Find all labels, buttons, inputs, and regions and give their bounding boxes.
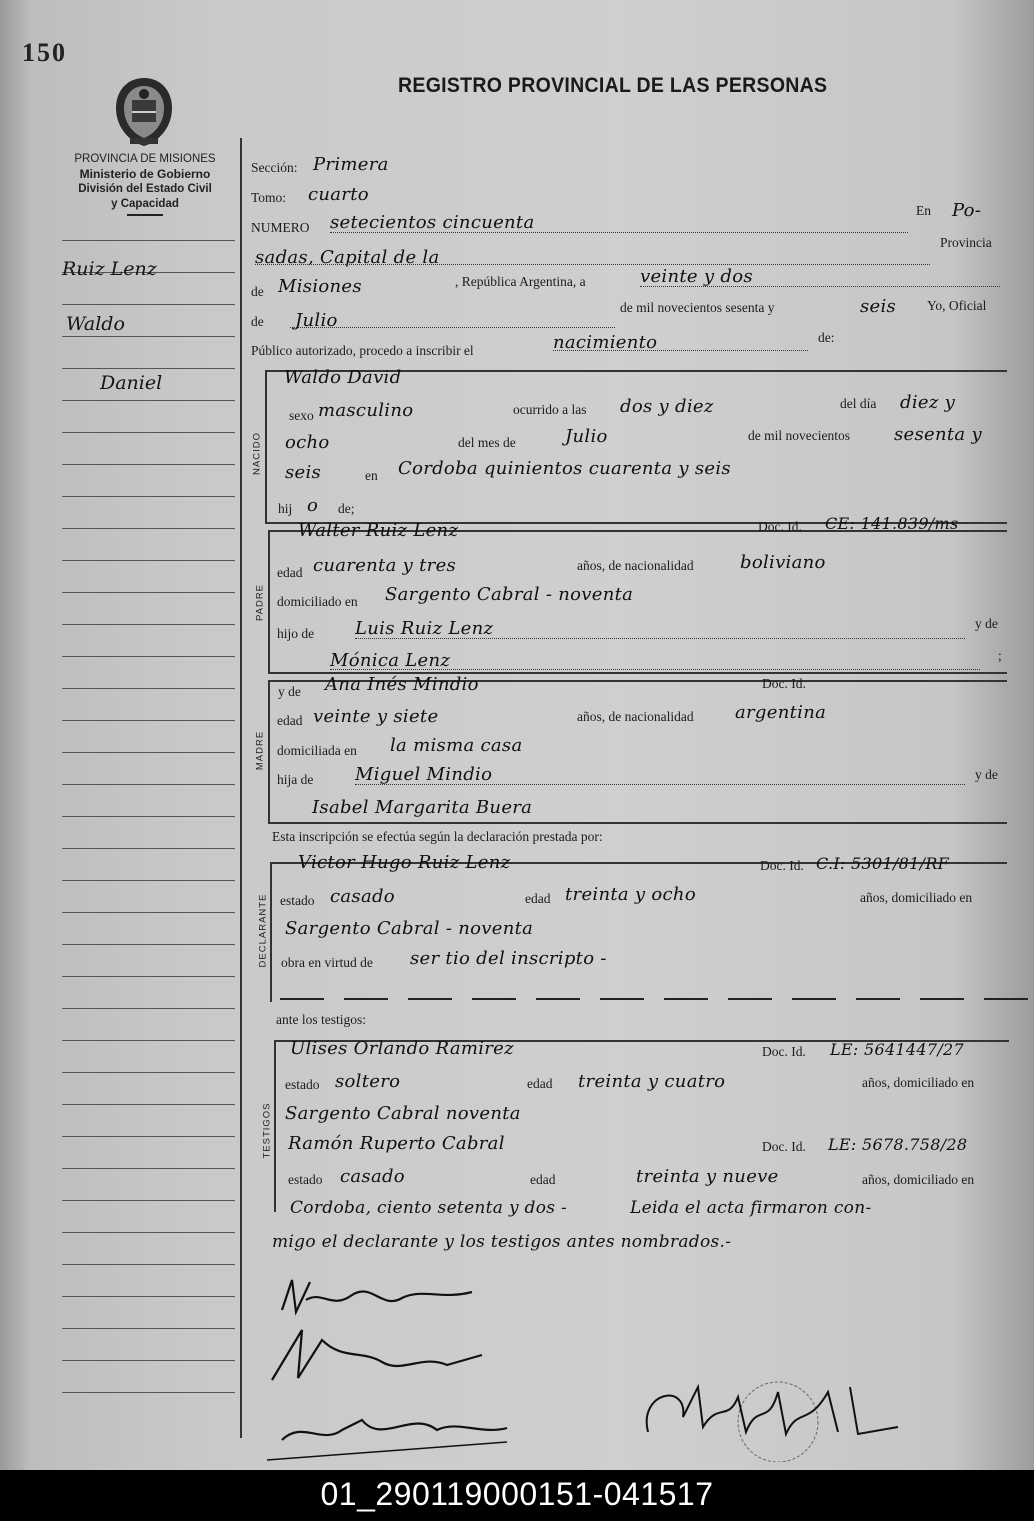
- numero-dots: [330, 232, 908, 233]
- dash-segment: [280, 998, 324, 1000]
- padre-madre-dots: [330, 669, 980, 670]
- provincia-value: Misiones: [278, 276, 362, 297]
- closing-line-2: migo el declarante y los testigos antes nombrados.-: [272, 1232, 732, 1252]
- testigo-1-doc-value: LE: 5641447/27: [830, 1040, 964, 1059]
- declarante-estado-value: casado: [330, 886, 395, 907]
- dash-segment: [856, 998, 900, 1000]
- margin-rule-line: [62, 1008, 235, 1009]
- dash-segment: [536, 998, 580, 1000]
- testigo-2-estado-value: casado: [340, 1166, 405, 1187]
- madre-hija-label: hija de: [277, 772, 314, 787]
- numero-label: NUMERO: [251, 220, 310, 235]
- year-value: seis: [860, 296, 897, 317]
- declarante-section-label: DECLARANTE: [257, 893, 269, 968]
- declarante-obra-label: obra en virtud de: [281, 955, 373, 970]
- margin-rule-line: [62, 1360, 235, 1361]
- padre-padre-value: Luis Ruiz Lenz: [355, 618, 494, 639]
- padre-y-de-label: y de: [975, 616, 998, 631]
- madre-y-de-label: y de: [278, 684, 301, 699]
- padre-madre-value: Mónica Lenz: [330, 650, 451, 671]
- declarante-obra-value: ser tio del inscripto -: [410, 948, 607, 969]
- testigo-2-edad-value: treinta y nueve: [636, 1166, 779, 1187]
- margin-rule-line: [62, 1104, 235, 1105]
- testigo-1-edad-value: treinta y cuatro: [578, 1071, 726, 1092]
- nacido-name: Waldo David: [284, 367, 402, 388]
- seccion-label: Sección:: [251, 160, 298, 175]
- testigo-2-doc-value: LE: 5678.758/28: [828, 1135, 968, 1154]
- publico-label: Público autorizado, procedo a inscribir el: [251, 343, 474, 358]
- margin-rule-line: [62, 1136, 235, 1137]
- testigo-2-doc-label: Doc. Id.: [762, 1139, 806, 1154]
- margin-rule-line: [62, 1040, 235, 1041]
- declarante-doc-value: C.I: 5301/81/RF: [816, 854, 950, 873]
- margin-rule-line: [62, 336, 235, 337]
- margin-rule-line: [62, 240, 235, 241]
- declarante-name: Victor Hugo Ruiz Lenz: [298, 852, 511, 873]
- margin-rule-line: [62, 816, 235, 817]
- testigo-2-edad-label: edad: [530, 1172, 556, 1187]
- dia-value: diez y: [900, 392, 956, 413]
- madre-doc-label: Doc. Id.: [762, 676, 806, 691]
- margin-rule-line: [62, 368, 235, 369]
- margin-rule-line: [62, 912, 235, 913]
- padre-edad-value: cuarenta y tres: [313, 555, 457, 576]
- margin-rule-line: [62, 528, 235, 529]
- margin-rule-line: [62, 304, 235, 305]
- madre-section-label: MADRE: [254, 730, 266, 771]
- day-value: veinte y dos: [640, 266, 753, 287]
- en-value: Po-: [952, 200, 982, 221]
- madre-dom-label: domiciliada en: [277, 743, 357, 758]
- month-value: Julio: [295, 310, 338, 331]
- margin-rule-line: [62, 624, 235, 625]
- margin-rule-line: [62, 720, 235, 721]
- anio-value-cont: seis: [285, 462, 322, 483]
- page-title: REGISTRO PROVINCIAL DE LAS PERSONAS: [398, 74, 828, 97]
- dash-segment: [984, 998, 1028, 1000]
- en-label-2: en: [365, 468, 378, 483]
- padre-doc-label: Doc. Id.: [758, 519, 802, 534]
- margin-rule-line: [62, 400, 235, 401]
- hijo-value: o: [307, 495, 319, 516]
- ministry-division: División del Estado Civil: [78, 183, 212, 195]
- margin-rule-line: [62, 1168, 235, 1169]
- testigo-1-dom-value: Sargento Cabral noventa: [285, 1103, 521, 1124]
- day-dots: [640, 286, 1000, 287]
- declarante-edad-value: treinta y ocho: [565, 884, 696, 905]
- en-value-cont: sadas, Capital de la: [255, 247, 440, 268]
- de-label: de: [251, 284, 264, 299]
- madre-madre-value: Isabel Margarita Buera: [312, 797, 533, 818]
- provincia-label: Provincia: [940, 235, 992, 250]
- en-label: En: [916, 203, 931, 218]
- margin-first-name: Waldo: [66, 313, 125, 335]
- margin-rule-line: [62, 656, 235, 657]
- declaracion-label: Esta inscripción se efectúa según la declaración prestada por:: [272, 829, 603, 844]
- signature-declarante-icon: [262, 1270, 512, 1470]
- testigos-label: ante los testigos:: [276, 1012, 366, 1027]
- sexo-label: sexo: [289, 408, 314, 423]
- de-label-3: de;: [338, 501, 355, 516]
- de-colon-label: de:: [818, 330, 835, 345]
- padre-name: Walter Ruiz Lenz: [298, 520, 459, 541]
- margin-rule-line: [62, 880, 235, 881]
- dash-segment: [728, 998, 772, 1000]
- padre-dom-value: Sargento Cabral - noventa: [385, 584, 634, 605]
- madre-y-de-label-2: y de: [975, 767, 998, 782]
- margin-rule-line: [62, 1072, 235, 1073]
- padre-dom-label: domiciliado en: [277, 594, 358, 609]
- acto-value: nacimiento: [553, 332, 658, 353]
- ministry-rule: [127, 214, 163, 216]
- testigo-1-dom-label: años, domiciliado en: [862, 1075, 975, 1090]
- image-id-footer: 01_290119000151-041517: [0, 1470, 1034, 1521]
- padre-nac-label: años, de nacionalidad: [577, 558, 694, 573]
- dash-segment: [600, 998, 644, 1000]
- margin-rule-line: [62, 1328, 235, 1329]
- margin-second-name: Daniel: [100, 372, 163, 394]
- nacido-section-label: NACIDO: [251, 432, 263, 475]
- ministry-name: Ministerio de Gobierno: [79, 167, 211, 181]
- dash-segment: [344, 998, 388, 1000]
- madre-dom-value: la misma casa: [390, 735, 523, 756]
- mes-label: del mes de: [458, 435, 516, 450]
- en-dots: [255, 264, 930, 265]
- acto-dots: [553, 350, 808, 351]
- month-dots: [290, 327, 615, 328]
- testigo-1-estado-value: soltero: [335, 1071, 401, 1092]
- seccion-value: Primera: [313, 154, 389, 175]
- padre-padre-dots: [355, 638, 965, 639]
- padre-nac-value: boliviano: [740, 552, 826, 573]
- mes-value: Julio: [565, 426, 608, 447]
- dash-segment: [920, 998, 964, 1000]
- declarante-estado-label: estado: [280, 893, 315, 908]
- testigo-2-dom-label: años, domiciliado en: [862, 1172, 975, 1187]
- ministry-division-cont: y Capacidad: [111, 198, 179, 210]
- tomo-value: cuarto: [308, 184, 369, 205]
- dash-segment: [792, 998, 836, 1000]
- testigo-1-estado-label: estado: [285, 1077, 320, 1092]
- padre-section-label: PADRE: [254, 583, 266, 622]
- dia-value-cont: ocho: [285, 432, 330, 453]
- numero-value: setecientos cincuenta: [330, 212, 535, 233]
- ministry-header: [40, 152, 250, 216]
- margin-rule-line: [62, 560, 235, 561]
- testigo-2-estado-label: estado: [288, 1172, 323, 1187]
- testigos-section-label: TESTIGOS: [261, 1102, 273, 1159]
- de-label-2: de: [251, 314, 264, 329]
- declarante-edad-label: edad: [525, 891, 551, 906]
- signature-oficial-icon: [628, 1372, 908, 1462]
- madre-edad-value: veinte y siete: [313, 706, 439, 727]
- margin-surname: Ruiz Lenz: [62, 258, 157, 280]
- dash-segment: [472, 998, 516, 1000]
- ocurrido-label: ocurrido a las: [513, 402, 587, 417]
- declarante-doc-label: Doc. Id.: [760, 858, 804, 873]
- padre-edad-label: edad: [277, 565, 303, 580]
- hora-value: dos y diez: [620, 396, 714, 417]
- anio-value: sesenta y: [894, 424, 982, 445]
- padre-semicolon: ;: [998, 648, 1002, 663]
- madre-padre-dots: [355, 784, 965, 785]
- provincial-coat-of-arms-icon: [108, 74, 180, 150]
- madre-nac-value: argentina: [735, 702, 827, 723]
- margin-rule-line: [62, 944, 235, 945]
- testigo-1-name: Ulises Orlando Ramirez: [290, 1038, 514, 1059]
- margin-rule-line: [62, 592, 235, 593]
- madre-nac-label: años, de nacionalidad: [577, 709, 694, 724]
- margin-rule-line: [62, 496, 235, 497]
- testigo-1-doc-label: Doc. Id.: [762, 1044, 806, 1059]
- oficial-label: Yo, Oficial: [927, 298, 987, 313]
- mil-label: de mil novecientos: [748, 428, 850, 443]
- declarante-dom-value: Sargento Cabral - noventa: [285, 918, 534, 939]
- margin-rule-line: [62, 752, 235, 753]
- testigo-2-name: Ramón Ruperto Cabral: [288, 1133, 505, 1154]
- lugar-value: Cordoba quinientos cuarenta y seis: [398, 458, 731, 479]
- margin-rule-line: [62, 464, 235, 465]
- testigo-1-edad-label: edad: [527, 1076, 553, 1091]
- ministry-province: PROVINCIA DE MISIONES: [74, 153, 216, 165]
- padre-doc-value: CE: 141.839/ms: [825, 514, 959, 533]
- mil-novecientos-label: de mil novecientos sesenta y: [620, 300, 775, 315]
- declarante-dom-label: años, domiciliado en: [860, 890, 973, 905]
- margin-rule-line: [62, 432, 235, 433]
- margin-rule-line: [62, 1232, 235, 1233]
- margin-rule-line: [62, 688, 235, 689]
- nacido-bracket: [265, 370, 1007, 524]
- closing-line-1: Leida el acta firmaron con-: [630, 1198, 872, 1218]
- margin-rule-line: [62, 1392, 235, 1393]
- dash-segment: [408, 998, 452, 1000]
- margin-rule-line: [62, 848, 235, 849]
- testigo-2-dom-value: Cordoba, ciento setenta y dos -: [290, 1198, 568, 1218]
- dash-segment: [664, 998, 708, 1000]
- tomo-label: Tomo:: [251, 190, 287, 205]
- margin-rule-line: [62, 976, 235, 977]
- page-number: 150: [22, 38, 67, 67]
- madre-name: Ana Inés Mindio: [325, 674, 479, 695]
- margin-rule-line: [62, 784, 235, 785]
- padre-hijo-label: hijo de: [277, 626, 315, 641]
- madre-padre-value: Miguel Mindio: [355, 764, 493, 785]
- del-dia-label: del día: [840, 396, 877, 411]
- sexo-value: masculino: [318, 400, 414, 421]
- madre-edad-label: edad: [277, 713, 303, 728]
- republica-label: , República Argentina, a: [455, 274, 586, 289]
- margin-rule-line: [62, 1264, 235, 1265]
- hijo-label: hij: [278, 501, 293, 516]
- margin-rule-line: [62, 1200, 235, 1201]
- margin-divider: [240, 138, 242, 1438]
- margin-rule-line: [62, 1296, 235, 1297]
